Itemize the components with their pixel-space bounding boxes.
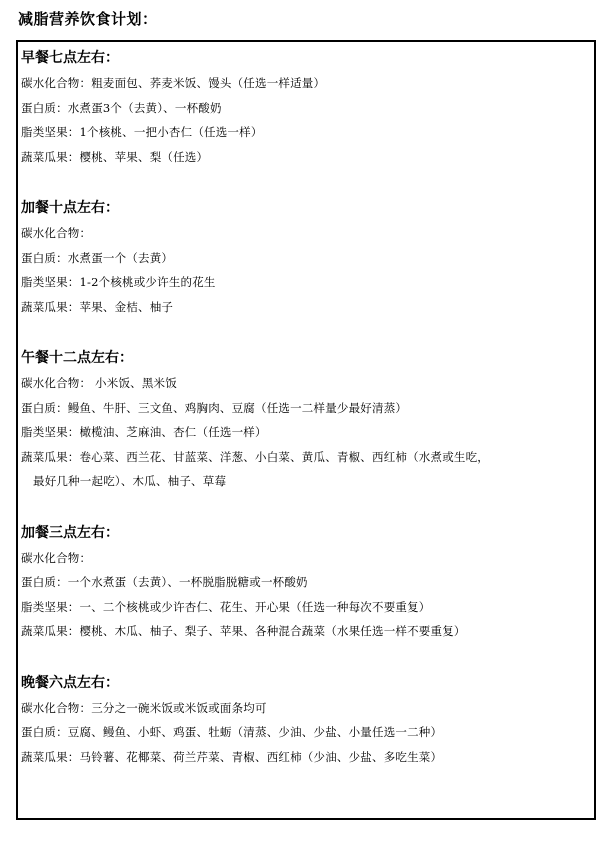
veg-fruit-line: 蔬菜瓜果：卷心菜、西兰花、甘蓝菜、洋葱、小白菜、黄瓜、青椒、西红柿（水煮或生吃，: [21, 449, 489, 464]
meal-heading: 早餐七点左右：: [21, 50, 119, 66]
meal-morning-snack: [21, 195, 591, 319]
meal-breakfast: [21, 45, 591, 169]
carbs-line: 碳水化合物：三分之一碗米饭或米饭或面条均可: [21, 700, 267, 715]
plan-frame: [16, 40, 596, 820]
veg-fruit-line: 蔬菜瓜果：苹果、金桔、柚子: [21, 299, 174, 314]
meal-afternoon-snack: [21, 520, 591, 644]
meal-lunch: [21, 345, 591, 494]
protein-line: 蛋白质：水煮蛋一个（去黄）: [21, 250, 174, 265]
meal-heading: 加餐三点左右：: [21, 524, 119, 541]
protein-line: 蛋白质：豆腐、鳗鱼、小虾、鸡蛋、牡蛎（清蒸、少油、少盐、小量任选一二种）: [21, 725, 443, 739]
protein-line: 蛋白质：一个水煮蛋（去黄）、一杯脱脂脱糖或一杯酸奶: [21, 575, 308, 589]
carbs-line: 碳水化合物： 小米饭、黑米饭: [21, 376, 177, 390]
meal-dinner: [21, 670, 591, 770]
veg-fruit-line-cont: 最好几种一起吃）、木瓜、柚子、草莓: [33, 474, 227, 488]
fat-nuts-line: 脂类坚果：一、二个核桃或少许杏仁、花生、开心果（任选一种每次不要重复）: [21, 599, 431, 614]
carbs-line: 碳水化合物：粗麦面包、荞麦米饭、馒头（任选一样适量）: [21, 76, 326, 90]
meal-heading: 午餐十二点左右：: [21, 350, 133, 366]
fat-nuts-line: 脂类坚果：1个核桃、一把小杏仁（任选一样）: [21, 125, 263, 139]
carbs-line: 碳水化合物：: [21, 550, 92, 565]
protein-line: 蛋白质：鳗鱼、牛肝、三文鱼、鸡胸肉、豆腐（任选一二样量少最好清蒸）: [21, 400, 408, 415]
plan-content: [21, 45, 591, 769]
veg-fruit-line: 蔬菜瓜果：马铃薯、花椰菜、荷兰芹菜、青椒、西红柿（少油、少盐、多吃生菜）: [21, 749, 443, 764]
document-title: 减脂营养饮食计划：: [18, 10, 158, 28]
veg-fruit-line: 蔬菜瓜果：樱桃、苹果、梨（任选）: [21, 149, 209, 164]
fat-nuts-line: 脂类坚果：1-2个核桃或少许生的花生: [21, 275, 216, 289]
meal-heading: 加餐十点左右：: [21, 200, 119, 216]
fat-nuts-line: 脂类坚果：橄榄油、芝麻油、杏仁（任选一样）: [21, 425, 267, 439]
meal-heading: 晚餐六点左右：: [21, 674, 119, 691]
veg-fruit-line: 蔬菜瓜果：樱桃、木瓜、柚子、梨子、苹果、各种混合蔬菜（水果任选一样不要重复）: [21, 624, 466, 638]
protein-line: 蛋白质：水煮蛋3个（去黄）、一杯酸奶: [21, 100, 222, 115]
carbs-line: 碳水化合物：: [21, 226, 92, 240]
